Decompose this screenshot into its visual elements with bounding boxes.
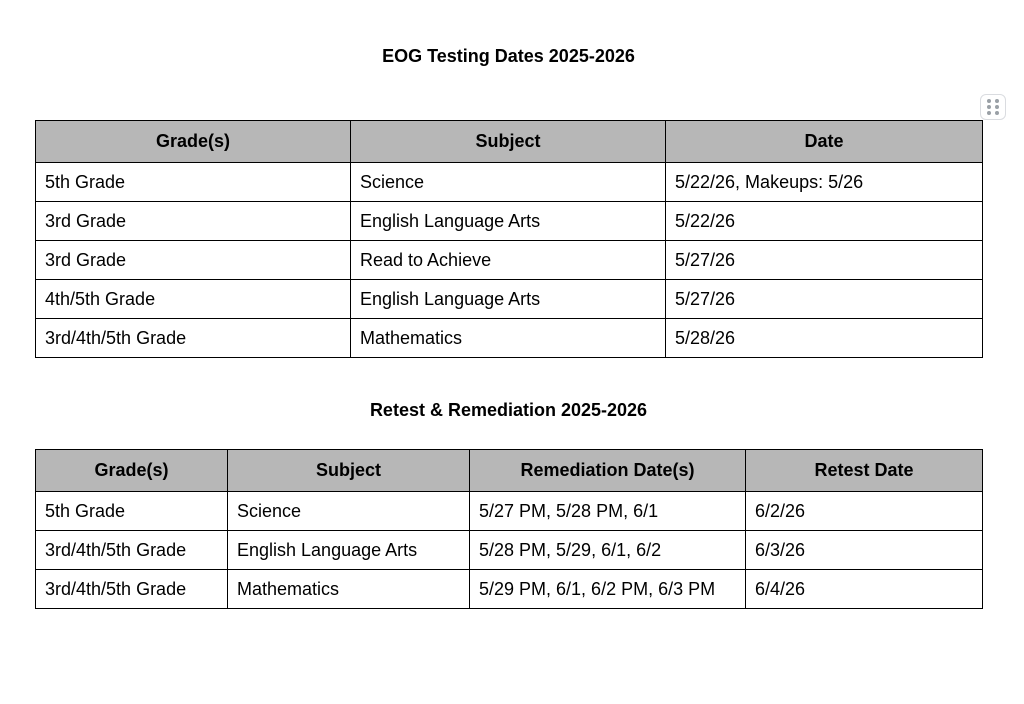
subject-cell[interactable]: English Language Arts [351, 202, 666, 241]
grade-cell[interactable]: 3rd/4th/5th Grade [36, 570, 228, 609]
table-row [36, 492, 983, 531]
header-retest-date: Retest Date [746, 450, 983, 492]
date-cell[interactable]: 5/28/26 [666, 319, 983, 358]
retest-title: Retest & Remediation 2025-2026 [369, 400, 648, 420]
eog-table [35, 120, 983, 358]
header-grade: Grade(s) [36, 450, 228, 492]
table-row [36, 241, 983, 280]
table-row [36, 202, 983, 241]
retest-date-cell[interactable]: 6/4/26 [746, 570, 983, 609]
subject-cell[interactable]: Read to Achieve [351, 241, 666, 280]
table-row [36, 319, 983, 358]
subject-cell[interactable]: Mathematics [351, 319, 666, 358]
header-grade: Grade(s) [36, 121, 351, 163]
grade-cell[interactable]: 3rd Grade [36, 241, 351, 280]
retest-date-cell[interactable]: 6/3/26 [746, 531, 983, 570]
header-date: Date [666, 121, 983, 163]
date-cell[interactable]: 5/27/26 [666, 241, 983, 280]
retest-header-row [36, 450, 983, 492]
grade-cell[interactable]: 3rd/4th/5th Grade [36, 531, 228, 570]
grade-cell[interactable]: 5th Grade [36, 492, 228, 531]
date-cell[interactable]: 5/22/26 [666, 202, 983, 241]
subject-cell[interactable]: Science [228, 492, 470, 531]
eog-title: EOG Testing Dates 2025-2026 [382, 46, 635, 66]
subject-cell[interactable]: Science [351, 163, 666, 202]
grade-cell[interactable]: 3rd Grade [36, 202, 351, 241]
header-subject: Subject [351, 121, 666, 163]
grade-cell[interactable]: 4th/5th Grade [36, 280, 351, 319]
subject-cell[interactable]: Mathematics [228, 570, 470, 609]
retest-date-cell[interactable]: 6/2/26 [746, 492, 983, 531]
grade-cell[interactable]: 3rd/4th/5th Grade [36, 319, 351, 358]
date-cell[interactable]: 5/22/26, Makeups: 5/26 [666, 163, 983, 202]
remediation-cell[interactable]: 5/28 PM, 5/29, 6/1, 6/2 [470, 531, 746, 570]
subject-cell[interactable]: English Language Arts [228, 531, 470, 570]
retest-table [35, 449, 983, 609]
subject-cell[interactable]: English Language Arts [351, 280, 666, 319]
remediation-cell[interactable]: 5/27 PM, 5/28 PM, 6/1 [470, 492, 746, 531]
remediation-cell[interactable]: 5/29 PM, 6/1, 6/2 PM, 6/3 PM [470, 570, 746, 609]
table-row [36, 163, 983, 202]
drag-handle-icon[interactable] [980, 94, 1006, 120]
table-row [36, 570, 983, 609]
grade-cell[interactable]: 5th Grade [36, 163, 351, 202]
header-remediation-dates: Remediation Date(s) [470, 450, 746, 492]
header-subject: Subject [228, 450, 470, 492]
eog-header-row [36, 121, 983, 163]
table-row [36, 531, 983, 570]
table-row [36, 280, 983, 319]
date-cell[interactable]: 5/27/26 [666, 280, 983, 319]
